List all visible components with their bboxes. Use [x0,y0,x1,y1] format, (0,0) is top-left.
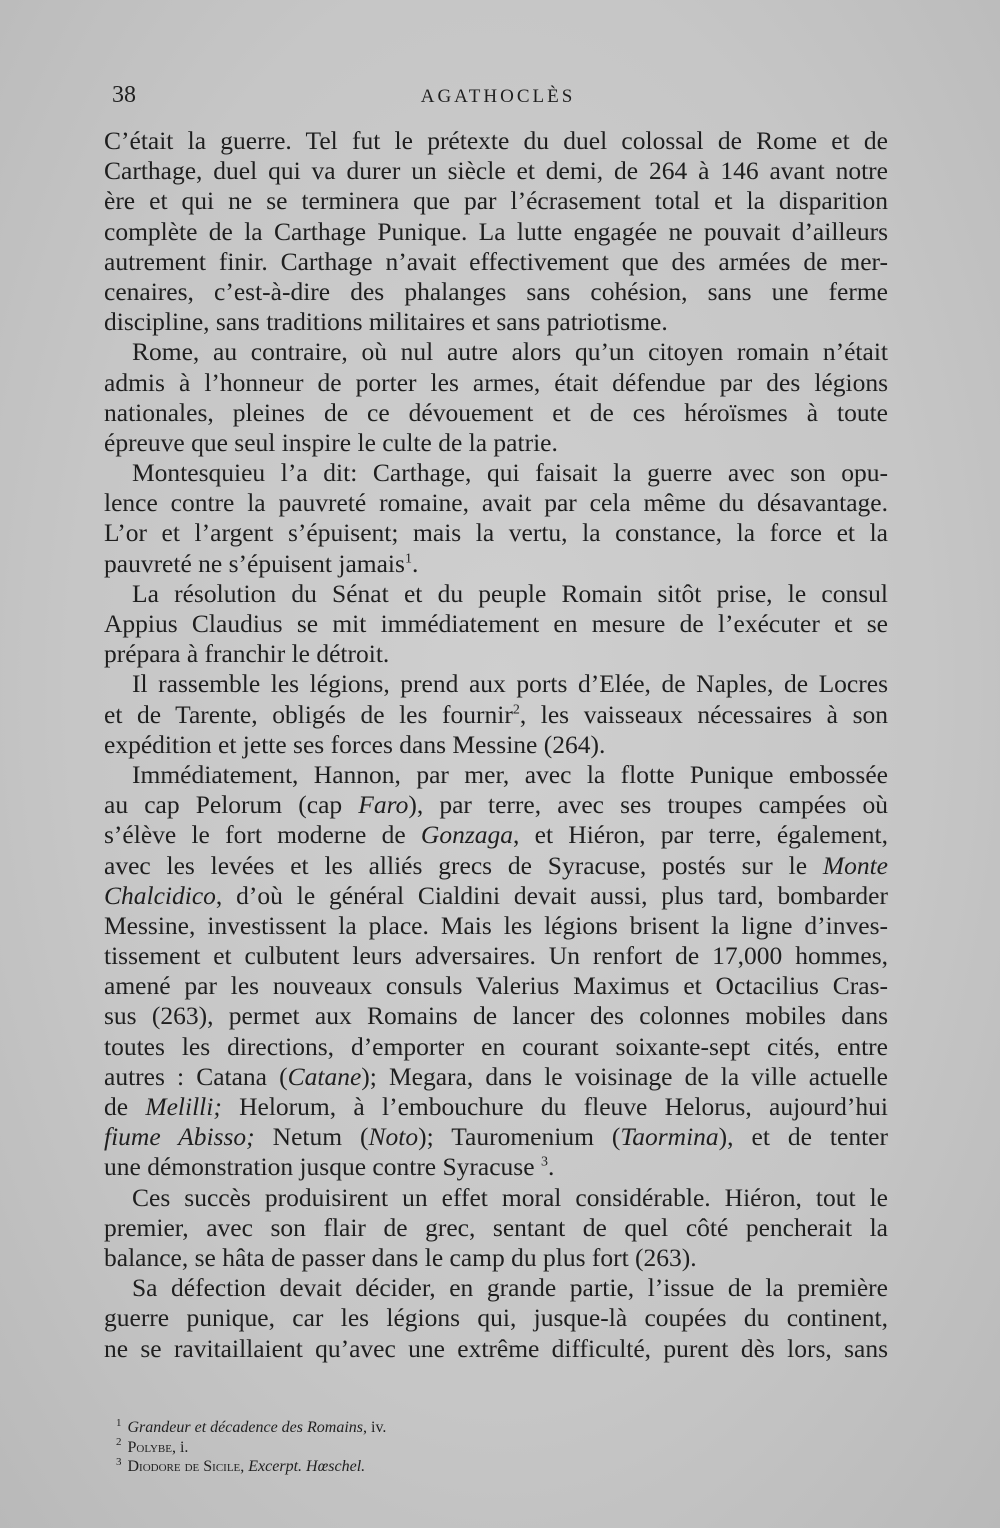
text-segment: tissement et culbutent leurs adversaires. Un renfort de 17,000 hommes, [104,941,888,971]
text-segment: pauvreté ne s’épuisent jamais [104,548,405,578]
text-line [104,1303,888,1333]
text-line [104,639,888,669]
text-line [104,609,888,639]
text-segment: prépara à franchir le détroit. [104,639,390,669]
italic-text: Taormina [620,1122,719,1152]
italic-text: Noto [368,1122,419,1152]
running-title: AGATHOCLÈS [420,86,576,107]
italic-text: Catane [287,1061,362,1091]
text-line [104,730,888,760]
text-segment: discipline, sans traditions militaires et sans patriotisme. [104,307,668,337]
text-line [104,790,888,820]
footnote-mark: 2 [116,1436,122,1449]
text-segment: lence contre la pauvreté romaine, avait par cela même du désavantage. [104,488,888,518]
text-segment: s’élève le fort moderne de [104,820,421,850]
text-line [104,458,888,488]
text-segment: La résolution du Sénat et du peuple Romain sitôt prise, le consul [132,578,888,608]
text-segment: L’or et l’argent s’épuisent; mais la vertu, la constance, la force et la [104,518,888,548]
text-line [104,126,888,156]
text-line [104,217,888,247]
text-line [104,337,888,367]
text-segment: Messine, investissent la place. Mais les légions brisent la ligne d’inves- [104,910,888,940]
text-segment: Montesquieu l’a dit: Carthage, qui faisait la guerre avec son opu- [132,458,888,488]
text-segment: complète de la Carthage Punique. La lutte engagée ne pouvait d’ailleurs [104,216,888,246]
page-number: 38 [112,82,136,108]
footnote-reference: 3 [540,1154,548,1170]
text-line [104,1092,888,1122]
text-line [104,186,888,216]
text-segment: , [240,1458,249,1475]
text-segment: premier, avec son flair de grec, sentant de quel côté pencherait la [104,1212,888,1242]
text-segment: autres : Catana ( [104,1061,288,1091]
text-line [104,881,888,911]
text-line [104,277,888,307]
text-line [104,307,888,337]
text-line [104,398,888,428]
text-segment: ), et de tenter [718,1122,888,1152]
text-segment: Diodore de Sicile [127,1458,241,1475]
text-segment: Ces succès produisirent un effet moral considérable. Hiéron, tout le [132,1182,888,1212]
text-line [104,518,888,548]
text-segment: ); Tauromenium ( [418,1122,621,1152]
italic-text: Excerpt. Hœschel. [248,1458,366,1475]
text-line [104,941,888,971]
text-line [104,428,888,458]
footnotes [116,1418,676,1477]
body-text [104,126,888,1364]
text-segment: avec les levées et les alliés grecs de Syracuse, postés sur le [104,850,823,880]
text-segment: guerre punique, car les légions qui, jusque-là coupées du continent, [104,1303,888,1333]
text-line [104,1001,888,1031]
text-segment: , les vaisseaux nécessaires à son [519,699,889,729]
text-line [104,1183,888,1213]
text-line [104,820,888,850]
text-line [104,549,888,579]
text-line [104,760,888,790]
footnote-reference: 2 [512,702,520,718]
text-line [104,1213,888,1243]
italic-text: Faro [358,790,409,820]
italic-text: Grandeur et décadence des Romains [127,1419,363,1436]
text-segment: ère et qui ne se terminera que par l’écrasement total et la disparition [104,186,888,216]
text-segment: Il rassemble les légions, prend aux ports d’Elée, de Naples, de Locres [132,669,888,699]
text-segment: Netum ( [254,1122,369,1152]
text-segment: ), par terre, avec ses troupes campées où [408,790,888,820]
footnote-mark: 1 [116,1416,122,1429]
footnote [116,1438,676,1458]
text-segment: Polybe [127,1438,172,1456]
footnote [116,1418,676,1438]
text-segment: C’était la guerre. Tel fut le prétexte du duel colossal de Rome et de [104,126,888,155]
text-line [104,851,888,881]
text-segment: autrement finir. Carthage n’avait effectivement que des armées de mer- [104,246,888,276]
footnote-mark: 3 [116,1455,122,1468]
text-line [104,1152,888,1182]
text-segment: une démonstration jusque contre Syracuse [104,1152,541,1182]
text-line [104,1273,888,1303]
text-segment: balance, se hâta de passer dans le camp du plus fort (263). [104,1242,697,1272]
text-line [104,669,888,699]
text-segment: Carthage, duel qui va durer un siècle et demi, de 264 à 146 avant notre [104,156,888,186]
text-segment: et de Tarente, obligés de les fournir [104,699,513,729]
italic-text: Chalcidico [104,880,216,910]
text-segment: cenaires, c’est-à-dire des phalanges sans cohésion, sans une ferme [104,276,888,306]
text-segment: Rome, au contraire, où nul autre alors qu’un citoyen romain n’était [132,337,888,367]
text-line [104,911,888,941]
italic-text: Melilli; [145,1092,222,1121]
text-segment: Appius Claudius se mit immédiatement en mesure de l’exécuter et se [104,609,888,638]
text-segment: Helorum, à l’embouchure du fleuve Helorus, aujourd’hui [221,1092,888,1121]
text-segment: Sa défection devait décider, en grande partie, l’issue de la première [132,1273,888,1303]
text-segment: Immédiatement, Hannon, par mer, avec la flotte Punique embossée [132,759,888,789]
text-segment: , d’où le général Cialdini devait aussi, plus tard, bombarder [215,880,888,910]
text-segment: épreuve que seul inspire le culte de la patrie. [104,427,558,457]
text-segment: , et Hiéron, par terre, également, [513,820,888,850]
text-segment: . [411,548,419,578]
text-segment: nationales, pleines de ce dévouement et de ces héroïsmes à toute [104,397,888,427]
italic-text: Gonzaga [420,820,514,850]
text-line [104,1122,888,1152]
text-line [104,488,888,518]
text-line [104,1243,888,1273]
italic-text: Monte [822,850,888,880]
italic-text: fiume Abisso; [104,1122,255,1152]
text-line [104,156,888,186]
text-line [104,1032,888,1062]
text-segment: ); Megara, dans le voisinage de la ville actuelle [361,1061,889,1091]
text-segment: , iv. [363,1419,387,1436]
text-segment: au cap Pelorum (cap [104,790,359,820]
text-segment: expédition et jette ses forces dans Messine (264). [104,729,606,759]
page-header [108,82,888,112]
text-segment: amené par les nouveaux consuls Valerius Maximus et Octacilius Cras- [104,971,888,1001]
text-segment: sus (263), permet aux Romains de lancer des colonnes mobiles dans [104,1001,888,1031]
text-line [104,368,888,398]
text-line [104,1334,888,1364]
text-segment: toutes les directions, d’emporter en courant soixante-sept cités, entre [104,1031,888,1061]
text-segment: , i. [171,1438,189,1456]
text-segment: . [547,1152,555,1182]
text-segment: admis à l’honneur de porter les armes, était défendue par des légions [104,367,888,397]
text-line [104,971,888,1001]
text-segment: ne se ravitaillaient qu’avec une extrême difficulté, purent dès lors, sans [104,1333,888,1363]
footnote-reference: 1 [404,551,412,567]
text-line [104,1062,888,1092]
text-segment: de [104,1092,146,1121]
text-line [104,247,888,277]
text-line [104,579,888,609]
footnote [116,1457,676,1477]
text-line [104,700,888,730]
